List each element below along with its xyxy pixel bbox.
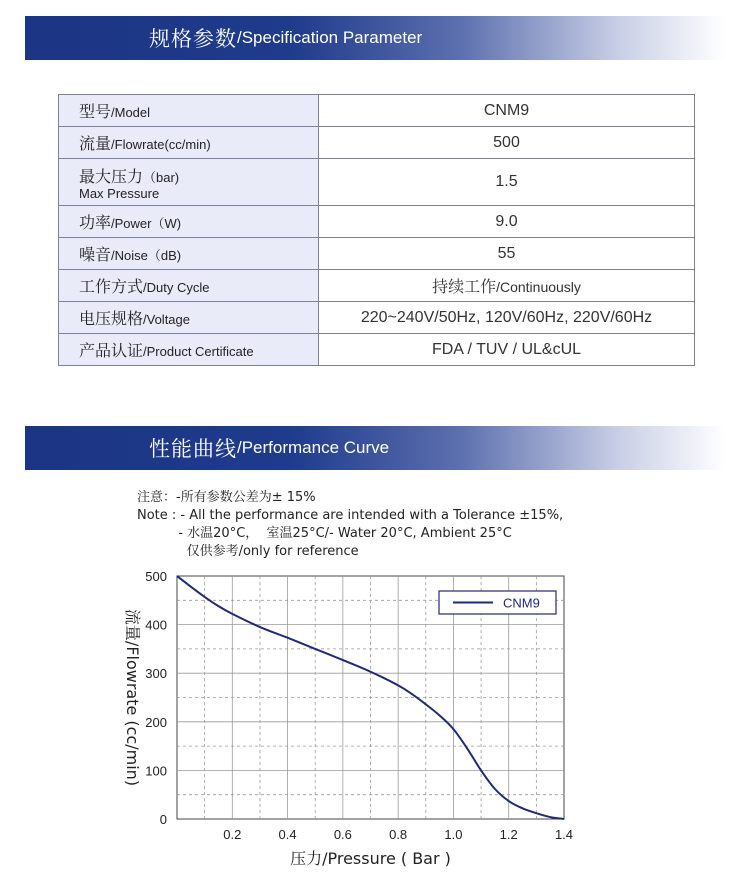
- spec-label: [59, 159, 319, 206]
- table-row: [59, 206, 695, 238]
- performance-chart: [0, 560, 750, 880]
- spec-label: [59, 206, 319, 238]
- y-tick-label: 0: [159, 812, 167, 827]
- value-en: /Continuously: [496, 279, 581, 295]
- tolerance-notes: [137, 489, 563, 561]
- label-en: /Model: [111, 105, 151, 120]
- table-row: [59, 334, 695, 366]
- label-en: /Noise（dB): [111, 248, 182, 263]
- label-zh: 工作方式: [79, 277, 144, 296]
- table-row: [59, 238, 695, 270]
- spec-value: 500: [319, 127, 695, 159]
- y-tick-label: 200: [145, 714, 167, 730]
- note-line: Note : - All the performance are intended with a Tolerance ±15%,: [137, 508, 564, 523]
- note-line: - 水温20°C， 室温25°C/- Water 20°C, Ambient 25°C: [137, 526, 512, 541]
- label-en: （bar): [143, 169, 180, 185]
- legend-label: CNM9: [503, 595, 540, 611]
- performance-section-banner: [25, 426, 725, 470]
- x-tick-label: 1.2: [499, 827, 518, 842]
- performance-section-title-zh: 性能曲线: [149, 437, 237, 461]
- spec-label: [59, 127, 319, 159]
- spec-value: 1.5: [319, 159, 695, 206]
- spec-section-title-zh: 规格参数: [149, 27, 237, 51]
- x-tick-label: 0.2: [223, 827, 242, 842]
- note-line: 仅供参考/only for reference: [137, 544, 359, 559]
- spec-value: 220~240V/50Hz, 120V/60Hz, 220V/60Hz: [319, 302, 695, 334]
- label-en: /Duty Cycle: [143, 280, 210, 295]
- label-zh: 型号: [79, 102, 112, 121]
- x-axis-label: 压力/Pressure ( Bar ): [290, 849, 451, 868]
- spec-label: [59, 95, 319, 127]
- y-axis-label: 流量/Flowrate (cc/min): [123, 608, 142, 787]
- value-zh: 持续工作: [432, 277, 497, 296]
- spec-section-banner: [25, 16, 725, 60]
- spec-value: [319, 270, 695, 302]
- label-en: /Product Certificate: [143, 344, 254, 359]
- spec-label: [59, 334, 319, 366]
- label-en: /Voltage: [143, 312, 191, 327]
- label-zh: 电压规格: [79, 309, 144, 328]
- x-tick-label: 0.8: [389, 827, 408, 842]
- y-tick-label: 500: [145, 569, 167, 584]
- spec-label: [59, 270, 319, 302]
- label-zh: 产品认证: [79, 341, 144, 360]
- y-tick-label: 300: [145, 666, 167, 682]
- performance-section-title-en: /Performance Curve: [237, 438, 390, 457]
- table-row: [59, 127, 695, 159]
- label-zh: 噪音: [79, 245, 112, 264]
- spec-value: CNM9: [319, 95, 695, 127]
- spec-value: FDA / TUV / UL&cUL: [319, 334, 695, 366]
- x-tick-label: 0.4: [278, 827, 297, 842]
- y-tick-label: 100: [145, 763, 167, 779]
- table-row: [59, 159, 695, 206]
- spec-value: 55: [319, 238, 695, 270]
- note-line: 注意：-所有参数公差为± 15%: [137, 490, 316, 505]
- spec-section-title-en: /Specification Parameter: [237, 28, 423, 47]
- table-row: [59, 270, 695, 302]
- label-zh: 最大压力: [79, 166, 144, 186]
- label-en: /Flowrate(cc/min): [111, 137, 211, 152]
- table-row: [59, 302, 695, 334]
- x-tick-label: 1.4: [554, 827, 574, 842]
- spec-label: [59, 302, 319, 334]
- label-zh: 功率: [79, 213, 112, 232]
- label-sub: Max Pressure: [79, 185, 160, 201]
- label-zh: 流量: [79, 134, 112, 153]
- x-tick-label: 0.6: [333, 827, 352, 842]
- x-tick-label: 1.0: [444, 827, 463, 842]
- spec-value: 9.0: [319, 206, 695, 238]
- spec-table: [58, 94, 695, 366]
- label-en: /Power（W): [111, 216, 182, 231]
- spec-label: [59, 238, 319, 270]
- y-tick-label: 400: [145, 617, 167, 633]
- table-row: [59, 95, 695, 127]
